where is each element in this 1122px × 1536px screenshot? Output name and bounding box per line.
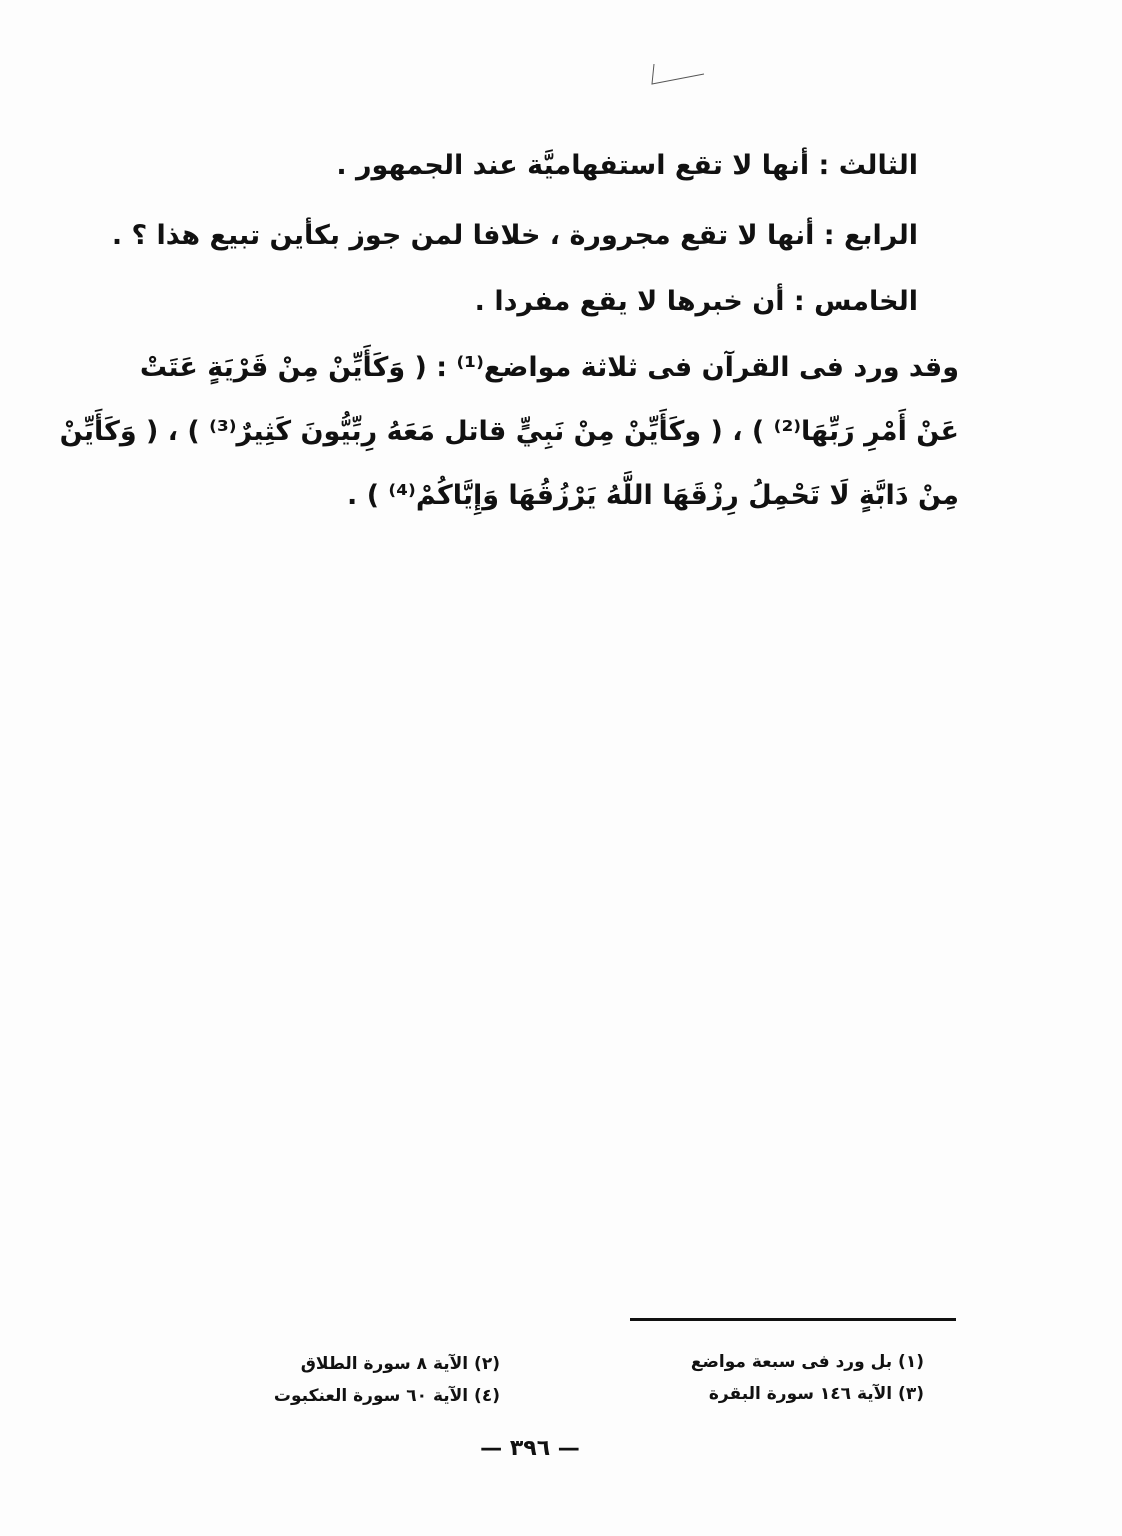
body-line-3: الخامس : أن خبرها لا يقع مفردا . <box>474 286 918 317</box>
body-line-2: الرابع : أنها لا تقع مجرورة ، خلافا لمن جوز بكأين تبيع هذا ؟ . <box>111 220 918 251</box>
pen-mark <box>648 60 708 90</box>
page-number: — ٣٩٦ — <box>480 1436 580 1461</box>
footnote-4: (٤) الآية ٦٠ سورة العنكبوت <box>273 1386 500 1406</box>
body-line-5: عَنْ أَمْرِ رَبِّهَا⁽²⁾ ) ، ( وكَأَيِّنْ مِنْ نَبِيٍّ قاتل مَعَهُ رِبِّيُّونَ كَثِيرٌ⁽³⁾ ) ، ( وَكَأَيِّنْ <box>59 416 959 447</box>
footnote-separator <box>630 1318 956 1321</box>
footnote-1: (١) بل ورد فى سبعة مواضع <box>690 1352 924 1372</box>
body-line-6: مِنْ دَابَّةٍ لَا تَحْمِلُ رِزْقَهَا اللَّهُ يَرْزُقُهَا وَإِيَّاكُمْ⁽⁴⁾ ) . <box>347 480 959 511</box>
footnote-2: (٢) الآية ٨ سورة الطلاق <box>300 1354 500 1374</box>
footnote-3: (٣) الآية ١٤٦ سورة البقرة <box>708 1384 924 1404</box>
body-line-4: وقد ورد فى القرآن فى ثلاثة مواضع⁽¹⁾ : ( وَكَأَيِّنْ مِنْ قَرْيَةٍ عَتَتْ <box>139 352 959 383</box>
body-line-1: الثالث : أنها لا تقع استفهاميَّة عند الجمهور . <box>336 150 918 181</box>
